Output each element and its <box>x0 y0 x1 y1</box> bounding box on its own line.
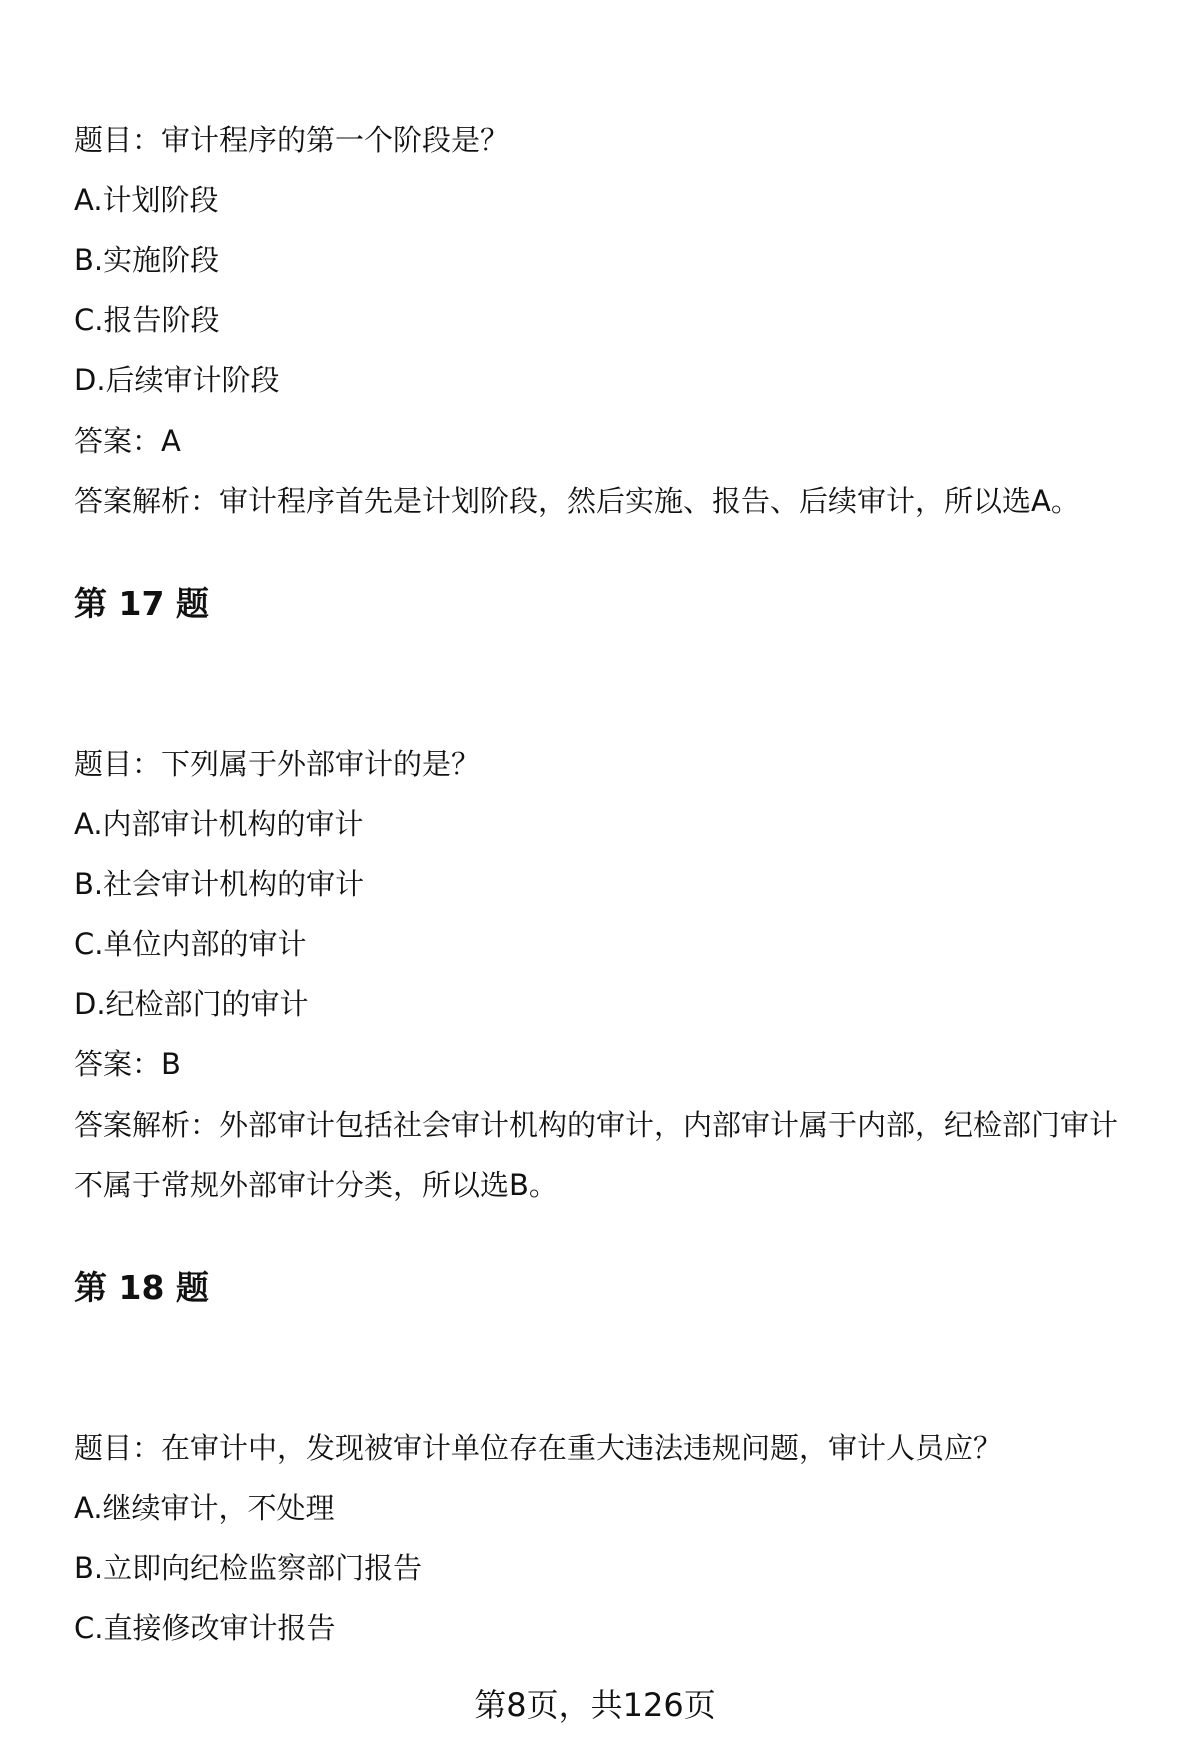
answer-analysis: 答案解析：外部审计包括社会审计机构的审计，内部审计属于内部，纪检部门审计 <box>74 1108 1119 1142</box>
question-heading: 第 17 题 <box>74 584 209 623</box>
answer-analysis-continued: 不属于常规外部审计分类，所以选B。 <box>74 1168 558 1202</box>
option-a: A.内部审计机构的审计 <box>74 807 364 841</box>
answer: 答案：B <box>74 1047 181 1081</box>
option-b: B.立即向纪检监察部门报告 <box>74 1551 423 1585</box>
question-text: 题目：审计程序的第一个阶段是？ <box>74 123 510 157</box>
page-number: 第8页，共126页 <box>474 1686 716 1724</box>
option-c: C.直接修改审计报告 <box>74 1611 336 1645</box>
option-b: B.社会审计机构的审计 <box>74 867 365 901</box>
question-heading: 第 18 题 <box>74 1268 209 1307</box>
option-b: B.实施阶段 <box>74 243 220 277</box>
question-text: 题目：下列属于外部审计的是？ <box>74 747 481 781</box>
question-text: 题目：在审计中，发现被审计单位存在重大违法违规问题，审计人员应？ <box>74 1431 1003 1465</box>
option-d: D.后续审计阶段 <box>74 363 280 397</box>
answer: 答案：A <box>74 424 181 458</box>
option-a: A.计划阶段 <box>74 183 219 217</box>
option-c: C.报告阶段 <box>74 303 220 337</box>
answer-analysis: 答案解析：审计程序首先是计划阶段，然后实施、报告、后续审计，所以选A。 <box>74 484 1080 518</box>
option-d: D.纪检部门的审计 <box>74 987 309 1021</box>
option-c: C.单位内部的审计 <box>74 927 307 961</box>
option-a: A.继续审计，不处理 <box>74 1491 335 1525</box>
